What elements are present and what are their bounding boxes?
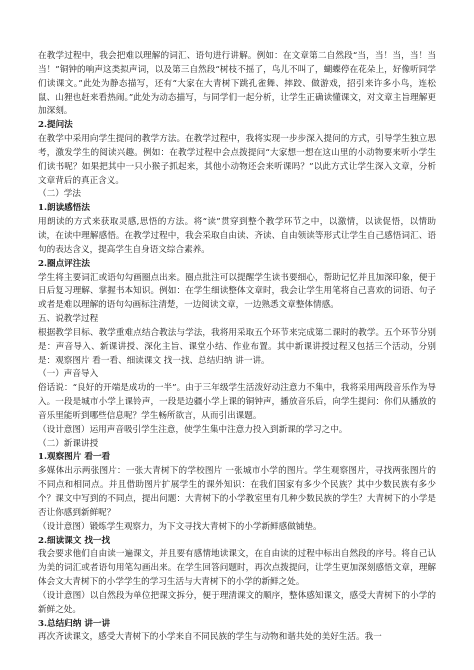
section-heading: 3.总结归纳 讲一讲 <box>38 618 111 629</box>
section-heading: 2.细读课文 找一找 <box>38 535 111 546</box>
section-heading: 1.观察图片 看一看 <box>38 452 111 463</box>
body-paragraph: 五、说教学过程 <box>38 314 99 325</box>
section-heading: 2.圈点评注法 <box>38 258 90 269</box>
body-paragraph: （设计意图）以自然段为单位把课文拆分，便于理清课文的顺序，整体感知课文，感受大青树下的小学的新鲜之处。 <box>38 590 436 615</box>
body-paragraph: 多媒体出示两张图片：一张大青树下的学校图片 一张城市小学的图片。学生观察图片，寻找两张图片的不同点和相同点。并且借助图片扩展学生的课外知识：在我们国家有多少个民族？其中少数民族有多少个？课文中写到的不同点，提出问题：大青树下的小学教室里有几种少数民族的学生？大青树下的小学是否让你感到新鲜呢？ <box>38 466 436 518</box>
body-paragraph: 我会要求他们自由读一遍课文，并且要有感情地读课文，在自由读的过程中标出自然段的序号。将自己认为美的词汇或者语句用笔勾画出来。在学生回答问题时，再次点拨提问，让学生更加深刻感悟文章，理解体会文大青树下的小学学生的学习生活与大青树下的小学的新鲜之处。 <box>38 549 436 588</box>
body-paragraph: （设计意图）锻炼学生观察力，为下文寻找大青树下的小学新鲜感做铺垫。 <box>38 521 322 532</box>
section-heading: 1.朗读感悟法 <box>38 203 90 214</box>
body-paragraph: 再次齐读课文，感受大青树下的小学来自不同民族的学生与动物和谐共处的美好生活。我一 <box>38 632 382 643</box>
body-paragraph: 在教学过程中，我会把难以理解的词汇、语句进行讲解。例如：在文章第二自然段“当，当！当，当！当当！”铜钟的响声这类拟声词，以及第三自然段“树枝不摇了，鸟儿不叫了，蝴蝶停在花朵上，好像听同学们读课文。”此处为静态描写，还有“大家在大青树下跳孔雀舞、摔跤、做游戏，招引来许多小鸟，连松鼠、山狸也赶来看热闹。”此处为动态描写，与同学们一起分析，让学生正确读懂课文，对文章主旨理解更加深刻。 <box>38 51 436 117</box>
body-paragraph: 学生将主要词汇或语句勾画圈点出来。圈点批注可以提醒学生读书要细心，帮助记忆并且加深印象，便于日后复习理解、掌握书本知识。例如：在学生细读整体文章时，我会让学生用笔将自己喜欢的词语、句子或者是难以理解的语句勾画标注清楚，一边阅读文章，一边熟悉文章整体情感。 <box>38 272 436 311</box>
body-paragraph: 用朗读的方式来获取灵感,思悟的方法。将“读”贯穿到整个教学环节之中，以激情，以读促悟，以情助读，在读中理解感悟。在教学过程中，我会采取自由读、齐读、自由领读等形式让学生自己感悟词汇、语句的表达含义，提高学生自身语文综合素养。 <box>38 217 436 255</box>
body-paragraph: 在教学中采用向学生提问的教学方法。在教学过程中，我将实现一步步深入提问的方式，引导学生独立思考，激发学生的阅读兴趣。例如：在教学过程中会点拨提问“大家想一想在这山里的小动物要来听小学生们读书呢？如果把其中一只小猴子抓起来，其他小动物还会来听课吗？”以此方式让学生深入文章，分析文章背后的真正含义。 <box>38 134 436 186</box>
body-paragraph: （二）学法 <box>38 189 81 200</box>
body-paragraph: 根据教学目标、教学重难点结合教法与学法，我将用采取五个环节来完成第二课时的教学。五个环节分别是：声音导入、新课讲授、深化主旨、课堂小结、作业布置。其中新课讲授过程又包括三个活动，分别是：观察图片 看一看、细读课文 找一找、总结归纳 讲一讲。 <box>38 327 436 366</box>
body-paragraph: （设计意图）运用声音吸引学生注意，使学生集中注意力投入到新课的学习之中。 <box>38 424 348 435</box>
section-heading: 2.提问法 <box>38 120 73 131</box>
body-paragraph: 俗话说：“良好的开端是成功的一半”。由于三年级学生活泼好动注意力不集中，我将采用两段音乐作为导入。一段是城市小学上课铃声，一段是边疆小学上课的铜钟声，播放音乐后，向学生提问：你们从播放的音乐里能听到哪些信息呢？学生畅所欲言，从而引出课题。 <box>38 383 436 421</box>
body-paragraph: （一）声音导入 <box>38 369 99 380</box>
body-paragraph: （二）新课讲授 <box>38 438 99 449</box>
